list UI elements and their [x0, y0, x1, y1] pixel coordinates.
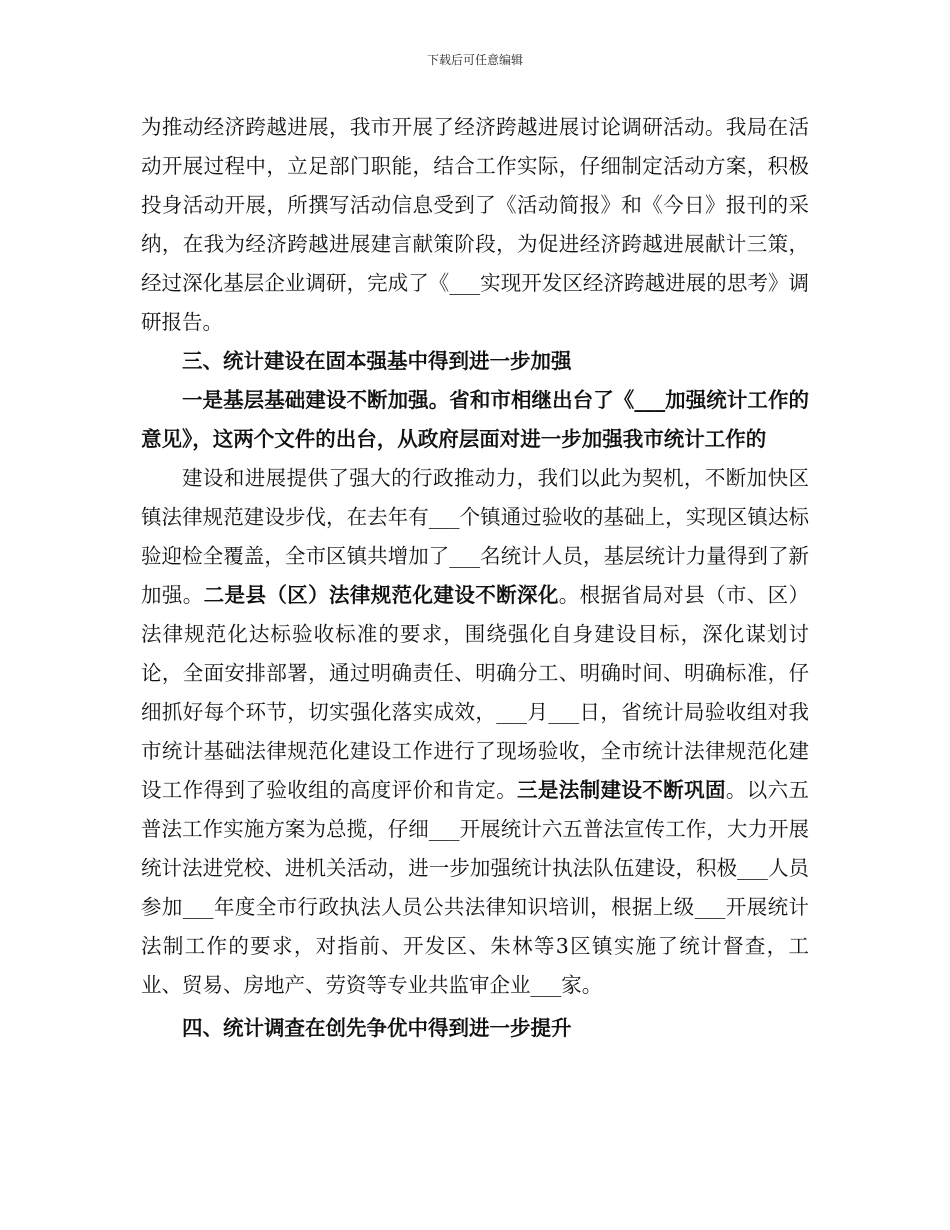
- text-run: 。根据省局对县（市、区）法律规范化达标验收标准的要求，围绕强化自身建设目标，深化谋划讨论，全面安排部署，通过明确责任、明确分工、明确时间、明确标准，仔细抓好每个环节，切实强化落实成效，___月___日，省统计局验收组对我市统计基础法律规范化建设工作进行了现场验收，全市统计法律规范化建设工作得到了验收组的高度评价和肯定。: [141, 583, 810, 802]
- text-run: 。以六五普法工作实施方案为总揽，仔细___开展统计六五普法宣传工作，大力开展统计法进党校、进机关活动，进一步加强统计执法队伍建设，积极___人员参加___年度全市行政执法人员公共法律知识培训，根据上级___开展统计法制工作的要求，对指前、开发区、朱林等3区镇实施了统计督查，工业、贸易、房地产、劳资等专业共监审企业___家。: [141, 778, 810, 997]
- bold-run-legal: 三是法制建设不断巩固: [516, 778, 726, 802]
- paragraph-grassroots-bold: 一是基层基础建设不断加强。省和市相继出台了《___加强统计工作的意见》，这两个文件的出台，从政府层面对进一步加强我市统计工作的: [141, 388, 809, 451]
- section-heading-4: 四、统计调查在创先争优中得到进一步提升: [182, 1016, 572, 1040]
- bold-run-county: 二是县（区）法律规范化建设不断深化: [203, 583, 559, 607]
- text-run: 建设和进展提供了强大的行政推动力，我们以此为契机，不断加快区镇法律规范建设步伐，在去年有___个镇通过验收的基础上，实现区镇达标验迎检全覆盖，全市区镇共增加了___名统计人员，基层统计力量得到了新加强。: [141, 466, 809, 607]
- page-header: 下载后可任意编辑: [426, 53, 523, 67]
- document-body: [141, 108, 809, 1048]
- paragraph-legal-construction: [141, 459, 809, 1005]
- section-heading-3: 三、统计建设在固本强基中得到进一步加强: [182, 349, 572, 373]
- paragraph-economic-research: 为推动经济跨越进展，我市开展了经济跨越进展讨论调研活动。我局在活动开展过程中，立足部门职能，结合工作实际，仔细制定活动方案，积极投身活动开展，所撰写活动信息受到了《活动简报》和《今日》报刊的采纳，在我为经济跨越进展建言献策阶段，为促进经济跨越进展献计三策，经过深化基层企业调研，完成了《___实现开发区经济跨越进展的思考》调研报告。: [141, 115, 809, 334]
